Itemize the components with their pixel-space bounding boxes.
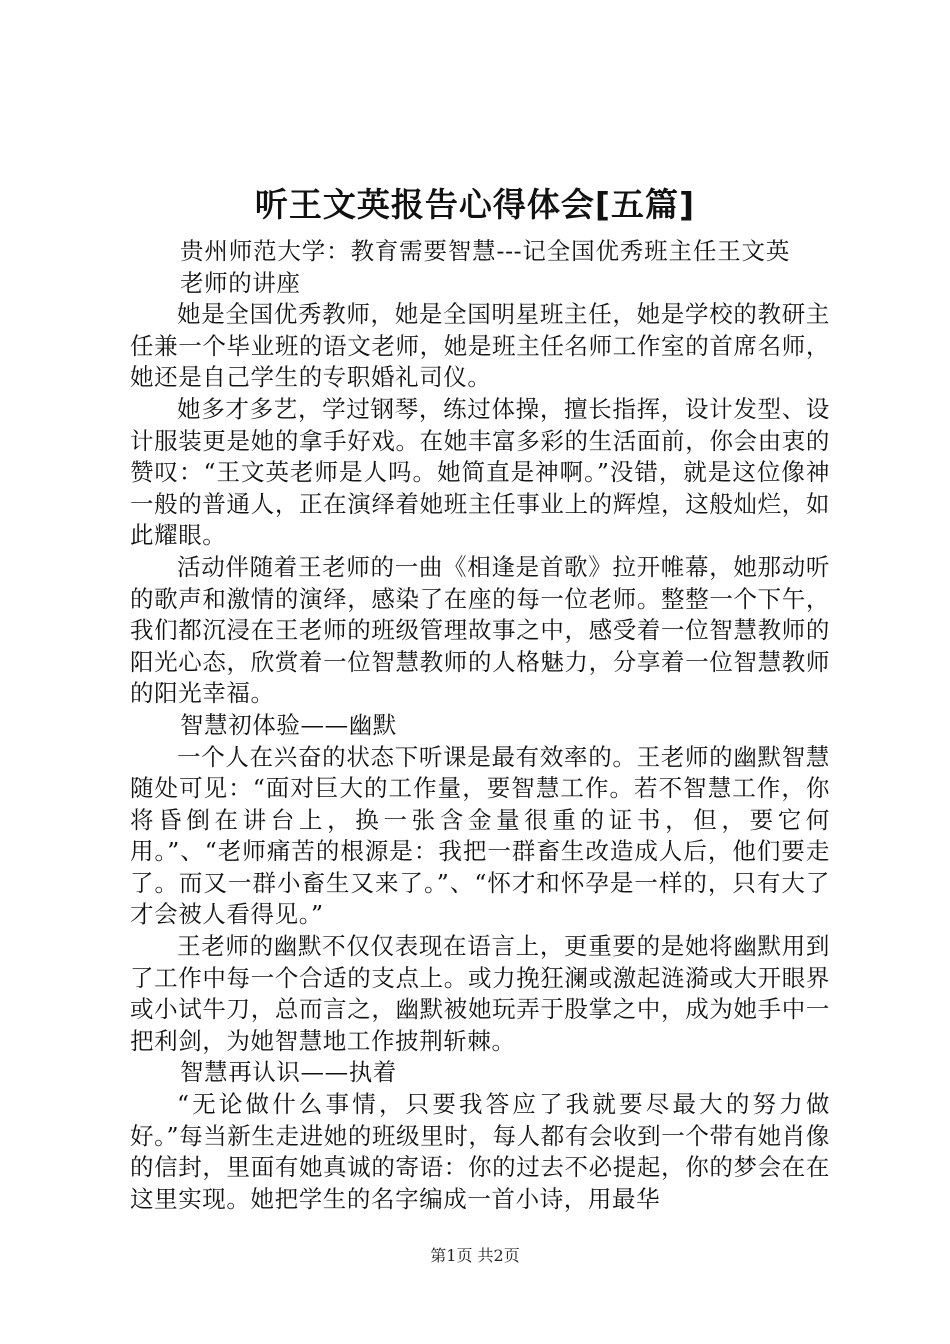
paragraph: 一个人在兴奋的状态下听课是最有效率的。王老师的幽默智慧随处可见：“面对巨大的工作量，要智慧工作。若不智慧工作，你将昏倒在讲台上，换一张含金量很重的证书，但，要它何用。”、“老师痛苦的根源是：我把一群畜生改造成人后，他们要走了。而又一群小畜生又来了。”、“怀才和怀孕是一样的，只有大了才会被人看得见。”	[130, 742, 830, 929]
document-body	[130, 236, 830, 1215]
paragraph: 她多才多艺，学过钢琴，练过体操，擅长指挥，设计发型、设计服装更是她的拿手好戏。在她丰富多彩的生活面前，你会由衷的赞叹：“王文英老师是人吗。她简直是神啊。”没错，就是这位像神一般的普通人，正在演绎着她班主任事业上的辉煌，这般灿烂，如此耀眼。	[130, 394, 830, 550]
paragraph: “无论做什么事情，只要我答应了我就要尽最大的努力做好。”每当新生走进她的班级里时，每人都有会收到一个带有她肖像的信封，里面有她真诚的寄语：你的过去不必提起，你的梦会在在这里实现。她把学生的名字编成一首小诗，用最华	[130, 1090, 830, 1213]
page-number: 第1页 共2页	[430, 1246, 520, 1265]
document-subtitle: 贵州师范大学：教育需要智慧---记全国优秀班主任王文英老师的讲座	[180, 237, 790, 297]
section-heading: 智慧初体验——幽默	[180, 710, 397, 739]
paragraph: 她是全国优秀教师，她是全国明星班主任，她是学校的教研主任兼一个毕业班的语文老师，她是班主任名师工作室的首席名师，她还是自己学生的专职婚礼司仪。	[130, 300, 830, 392]
section-heading: 智慧再认识——执着	[180, 1058, 397, 1087]
paragraph: 活动伴随着王老师的一曲《相逢是首歌》拉开帷幕，她那动听的歌声和激情的演绎，感染了在座的每一位老师。整整一个下午，我们都沉浸在王老师的班级管理故事之中，感受着一位智慧教师的阳光心态，欣赏着一位智慧教师的人格魅力，分享着一位智慧教师的阳光幸福。	[130, 552, 830, 708]
paragraph: 王老师的幽默不仅仅表现在语言上，更重要的是她将幽默用到了工作中每一个合适的支点上。或力挽狂澜或激起涟漪或大开眼界或小试牛刀，总而言之，幽默被她玩弄于股掌之中，成为她手中一把利剑，为她智慧地工作披荆斩棘。	[130, 932, 830, 1055]
document-title: 听王文英报告心得体会[五篇]	[254, 185, 696, 224]
